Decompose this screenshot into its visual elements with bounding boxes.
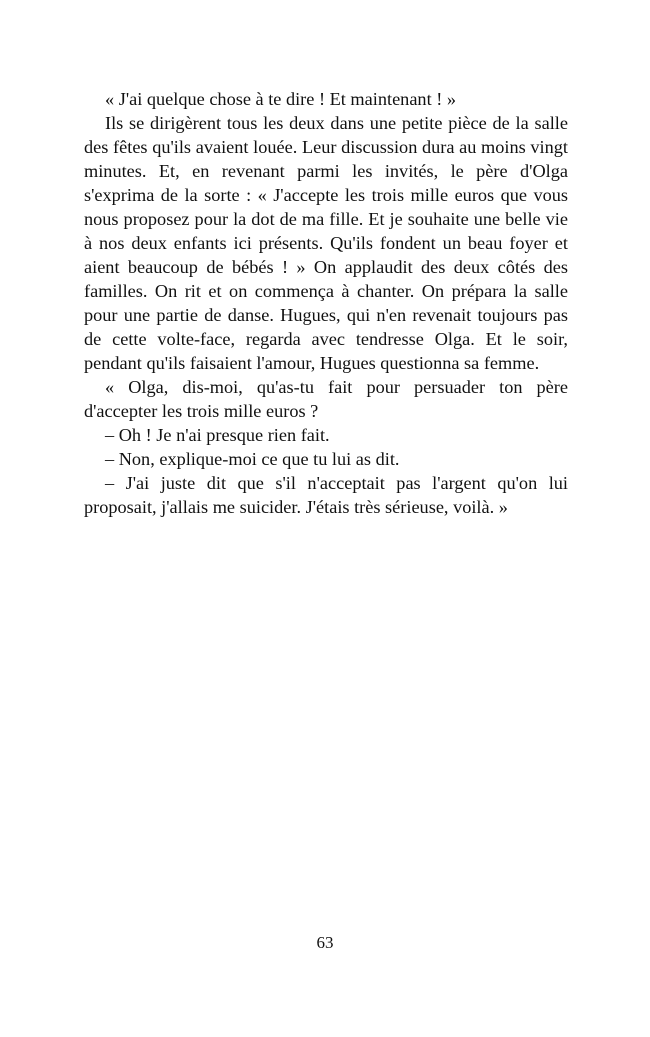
paragraph: – Oh ! Je n'ai presque rien fait. [105, 425, 330, 445]
paragraph: Ils se dirigèrent tous les deux dans une petite pièce de la salle des fêtes qu'ils avaient louée. Leur discussion dura au moins vingt minutes. Et, en revenant parmi les invités, le père d'Olga s'exprima de la sorte : « J'accepte les trois mille euros que vous nous proposez pour la dot de ma fille. Et je souhaite une belle vie à nos deux enfants ici présents. Qu'ils fondent un beau foyer et aient beaucoup de bébés ! » On applaudit des deux côtés des familles. On rit et on commença à chanter. On prépara la salle pour une partie de danse. Hugues, qui n'en revenait toujours pas de cette volte-face, regarda avec tendresse Olga. Et le soir, pendant qu'ils faisaient l'amour, Hugues questionna sa femme. [84, 113, 568, 373]
body-text [84, 87, 568, 519]
paragraph: « J'ai quelque chose à te dire ! Et maintenant ! » [105, 89, 457, 109]
paragraph: – J'ai juste dit que s'il n'acceptait pas l'argent qu'on lui proposait, j'allais me suicider. J'étais très sérieuse, voilà. » [84, 473, 568, 517]
paragraph: « Olga, dis-moi, qu'as-tu fait pour persuader ton père d'accepter les trois mille euros ? [84, 377, 568, 421]
paragraph: – Non, explique-moi ce que tu lui as dit. [105, 449, 400, 469]
page-number: 63 [316, 933, 334, 952]
